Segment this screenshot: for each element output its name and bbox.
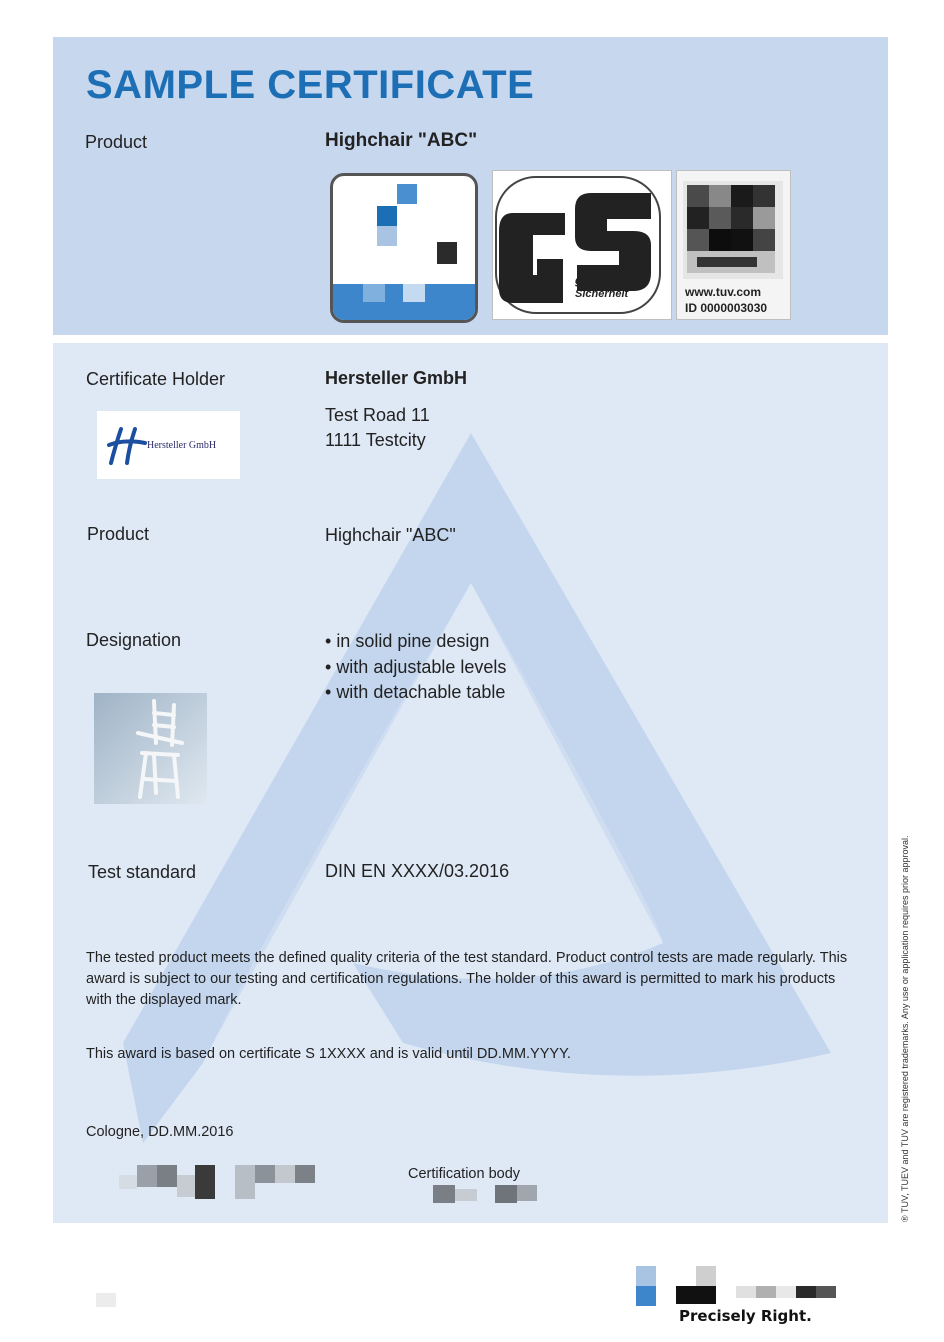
product-photo: [94, 693, 207, 804]
holder-address-line1: Test Road 11: [325, 405, 430, 425]
qr-url: www.tuv.com: [685, 285, 762, 299]
holder-logo-text: Hersteller GmbH: [147, 440, 217, 451]
footer-logo: [636, 1266, 856, 1336]
certificate-title: SAMPLE CERTIFICATE: [86, 63, 535, 107]
gs-text-line2: Sicherheit: [575, 288, 629, 300]
tuv-logo-icon: [330, 173, 478, 323]
test-standard-label: Test standard: [88, 862, 197, 882]
product-value-body: Highchair "ABC": [325, 525, 456, 545]
holder-address-line2: 1111 Testcity: [325, 430, 426, 450]
product-name: Highchair "ABC": [325, 130, 478, 151]
designation-item: • in solid pine design: [325, 629, 506, 655]
test-standard-value: DIN EN XXXX/03.2016: [325, 861, 510, 881]
signature-right: [413, 1185, 553, 1205]
designation-list: [325, 629, 506, 706]
holder-logo-icon: [105, 423, 153, 473]
qr-id: ID 0000003030: [685, 301, 768, 315]
holder-name: Hersteller GmbH: [325, 368, 468, 388]
validity-statement: This award is based on certificate S 1XXXX and is valid until DD.MM.YYYY.: [86, 1046, 571, 1062]
signature-left: [113, 1165, 343, 1199]
header-panel: [53, 37, 888, 335]
tuv-mark: [326, 170, 490, 320]
gs-logo-icon: [493, 171, 671, 319]
product-label: Product: [85, 132, 148, 152]
gs-text-line1: geprüfte: [575, 275, 619, 287]
footer-mark-left: [96, 1293, 116, 1307]
product-label-body: Product: [87, 524, 150, 544]
holder-label: Certificate Holder: [86, 369, 226, 389]
certification-statement: The tested product meets the defined quality criteria of the test standard. Product control tests are made regularly. This award is subject to our testing and certification regulations. The holder of this award is permitted to mark his products with the displayed mark.: [86, 950, 848, 1008]
certification-body-label: Certification body: [408, 1166, 521, 1182]
place-date: Cologne, DD.MM.2016: [86, 1124, 234, 1140]
designation-label: Designation: [86, 630, 182, 650]
certification-marks: [326, 170, 791, 322]
gs-mark: [492, 170, 672, 320]
designation-item: • with adjustable levels: [325, 655, 506, 681]
footer-tagline: Precisely Right.: [679, 1307, 812, 1325]
trademark-note: ® TUV, TUEV and TUV are registered trademarks. Any use or application requires prior approval.: [900, 835, 910, 1222]
designation-item: • with detachable table: [325, 680, 506, 706]
qr-mark: [676, 170, 791, 320]
holder-logo: [97, 411, 240, 479]
certificate-body: [53, 343, 888, 1223]
